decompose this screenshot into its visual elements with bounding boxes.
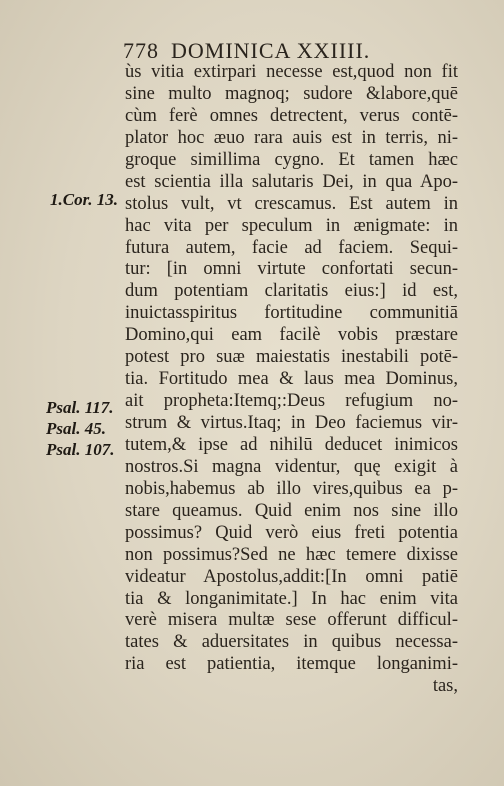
text-line: nobis,habemus ab illo vires,quibus ea p- <box>125 478 458 499</box>
text-line: tia & longanimitate.] In hac enim vita <box>125 588 458 609</box>
text-line: ait propheta:Itemq;:Deus refugium no- <box>125 391 458 412</box>
text-line: stolus vult, vt crescamus. Est autem in <box>125 193 458 214</box>
margin-note-psal-117: Psal. 117. <box>46 398 114 417</box>
text-line: nostros.Si magna videntur, quę exigit à <box>125 456 458 477</box>
text-line: groque simillima cygno. Et tamen hæc <box>125 149 458 170</box>
text-line: tutem,& ipse ad nihilū deducet inimicos <box>125 434 458 455</box>
text-line: videatur Apostolus,addit:[In omni patiē <box>125 566 458 587</box>
text-line: tur: [in omni virtute confortati secun- <box>125 259 458 280</box>
text-line: est scientia illa salutaris Dei, in qua Apo- <box>125 171 458 192</box>
text-line: hac vita per speculum in ænigmate: in <box>125 215 458 236</box>
text-line: verè misera multæ sese offerunt difficul- <box>125 610 458 631</box>
text-line: ria est patientia, itemque longanimi- <box>125 654 458 675</box>
text-line: tas, <box>432 676 458 697</box>
text-line: dum potentiam claritatis eius:] id est, <box>125 281 458 302</box>
running-title: DOMINICA XXIIII. <box>171 38 371 63</box>
page-number: 778 <box>123 38 159 63</box>
text-line: plator hoc æuo rara auis est in terris, ni- <box>125 127 458 148</box>
text-line: strum & virtus.Itaq; in Deo faciemus vir- <box>125 413 458 433</box>
margin-note-psal-45: Psal. 45. <box>46 419 106 438</box>
text-line: cùm ferè omnes detrectent, verus contē- <box>125 105 458 126</box>
margin-note-psal-107: Psal. 107. <box>46 440 115 459</box>
text-line: tates & aduersitates in quibus necessa- <box>125 632 458 653</box>
text-line: possimus? Quid verò eius freti potentia <box>125 522 458 543</box>
text-line: Domino,qui eam facilè vobis præstare <box>125 325 458 346</box>
page-header <box>123 38 433 64</box>
text-line: non possimus?Sed ne hæc temere dixisse <box>125 544 458 565</box>
text-line: futura autem, facie ad faciem. Sequi- <box>125 237 458 258</box>
text-line: sine multo magnoq; sudore &labore,quē <box>125 83 458 104</box>
text-line: ùs vitia extirpari necesse est,quod non fit <box>125 62 458 82</box>
text-line: inuictasspiritus fortitudine communitiā <box>125 303 458 324</box>
margin-note-1-cor-13: 1.Cor. 13. <box>50 190 119 209</box>
text-line: potest pro suæ maiestatis inestabili potē- <box>125 347 458 368</box>
text-line: stare queamus. Quid enim nos sine illo <box>125 500 458 521</box>
body-text <box>125 62 458 698</box>
text-line: tia. Fortitudo mea & laus mea Dominus, <box>125 369 458 390</box>
